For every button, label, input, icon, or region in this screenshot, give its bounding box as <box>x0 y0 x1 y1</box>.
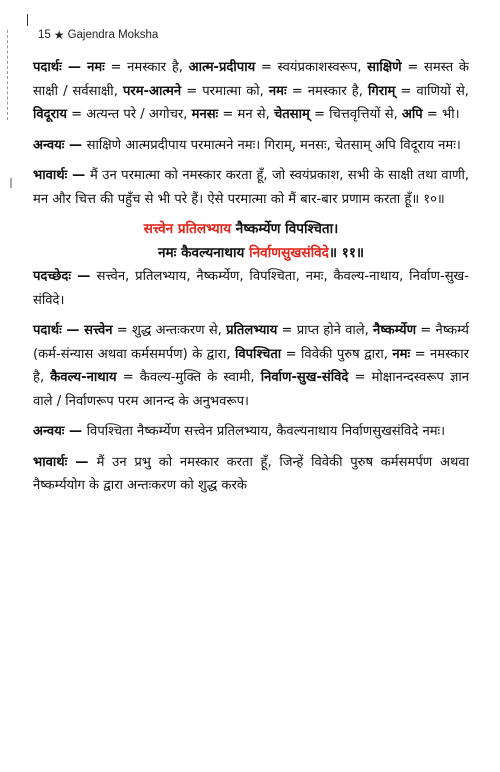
bold-term: अन्वयः — <box>33 137 87 153</box>
red-verse-text: सत्त्वेन प्रतिलभ्याय <box>143 221 232 237</box>
text-run: मैं उन परमात्मा को नमस्कार करता हूँ, जो स्वयंप्रकाश, सभी के साक्षी तथा वाणी, मन और चित्त की पहुँच से भी परे हैं। ऐसे परमात्मा को मैं बार-बार प्रणाम करता हूँ॥ १०॥ <box>33 168 469 207</box>
bold-term: नमः <box>268 83 287 99</box>
bold-term: नमः <box>392 346 411 362</box>
margin-mark-small <box>10 178 12 188</box>
text-run: = प्राप्त होने वाले, <box>277 323 374 338</box>
bold-term: मनसः <box>191 107 219 122</box>
text-run: नैष्कर्म्येण विपश्चिता। <box>231 221 339 237</box>
text-run: = नमस्कार है, <box>286 83 368 99</box>
text-run: नमः कैवल्यनाथाय <box>157 244 250 261</box>
text-run: = अत्यन्त परे / अगोचर, <box>66 107 192 122</box>
bold-term: आत्म-प्रदीपाय <box>188 60 256 75</box>
meaning-paragraph <box>33 164 469 211</box>
bold-term: पदच्छेदः — <box>33 269 97 284</box>
bold-term: पदार्थः <box>33 60 62 75</box>
page-number: 15 <box>38 29 51 41</box>
prose-order-paragraph-2 <box>33 420 469 444</box>
text-run: = विवेकी पुरुष द्वारा, <box>281 346 393 362</box>
verse-line-1 <box>33 218 469 242</box>
bold-term: भावार्थः — <box>33 454 97 470</box>
bold-term: गिराम् <box>367 83 396 99</box>
bold-term: नैष्कर्म्येण <box>373 323 417 338</box>
book-title: Gajendra Moksha <box>67 29 159 41</box>
bold-term: अपि <box>401 107 423 122</box>
text-run: = मन से, <box>218 107 274 122</box>
text-run: = नमस्कार है, <box>104 60 189 75</box>
text-run: = नैष्कर्म्य (कर्म-संन्यास अथवा कर्मसमर्पण) के द्वारा, <box>33 323 469 362</box>
bold-term: अन्वयः — <box>33 424 87 439</box>
verse-line-2 <box>33 242 469 266</box>
word-meaning-paragraph-2 <box>33 319 469 413</box>
verse-block <box>33 218 469 265</box>
bold-term: कैवल्य-नाथाय <box>50 370 117 385</box>
text-run: = समस्त के साक्षी / सर्वसाक्षी, <box>33 60 469 99</box>
text-run: = भी। <box>422 107 460 122</box>
text-run: = वाणियों से, <box>395 83 469 99</box>
text-run: = स्वयंप्रकाशस्वरूप, <box>255 60 368 75</box>
word-meaning-paragraph <box>33 56 469 127</box>
red-verse-text: निर्वाणसुखसंविदे <box>249 244 329 261</box>
text-run: = परमात्मा को, <box>181 83 269 99</box>
text-run: = नमस्कार है, <box>33 346 469 385</box>
bold-term: साक्षिणे <box>367 60 402 75</box>
text-run: विपश्चिता नैष्कर्म्येण सत्त्वेन प्रतिलभ्याय, कैवल्यनाथाय निर्वाणसुखसंविदे नमः। <box>86 424 446 439</box>
bold-term: पदार्थः — <box>33 323 85 338</box>
bold-term: सत्त्वेन <box>84 323 113 338</box>
text-run: साक्षिणे आत्मप्रदीपाय परमात्मने नमः। गिराम्, मनसः, चेतसाम् अपि विदूराय नमः। <box>86 137 461 153</box>
text-run: ॥ ११॥ <box>328 244 365 261</box>
margin-mark <box>7 30 10 120</box>
star-icon: ★ <box>53 28 65 42</box>
text-run: सत्त्वेन, प्रतिलभ्याय, नैष्कर्म्येण, विपश्चिता, नमः, कैवल्य-नाथाय, निर्वाण-सुख-संविदे। <box>33 269 469 308</box>
meaning-paragraph-2 <box>33 451 469 498</box>
text-run: = कैवल्य-मुक्ति के स्वामी, <box>116 370 261 385</box>
running-header <box>38 28 158 42</box>
text-run: = चित्तवृत्तियों से, <box>309 107 402 122</box>
bold-term: निर्वाण-सुख-संविदे <box>260 370 349 385</box>
page-content <box>33 56 469 498</box>
text-run: मैं उन प्रभु को नमस्कार करता हूँ, जिन्हें विवेकी पुरुष कर्मसमर्पण अथवा नैष्कर्म्ययोग के द्वारा अन्तःकरण को शुद्ध करके <box>33 454 469 493</box>
bold-term: नमः <box>87 60 105 75</box>
bold-term: भावार्थः — <box>33 168 91 183</box>
bold-term: चेतसाम् <box>273 107 310 122</box>
bold-term: परम-आत्मने <box>122 83 182 99</box>
bold-term: — <box>61 60 88 75</box>
bold-term: विपश्चिता <box>234 346 282 362</box>
bold-term: विदूराय <box>33 107 67 122</box>
text-run: = शुद्ध अन्तःकरण से, <box>112 323 227 338</box>
text-run: = मोक्षानन्दस्वरूप ज्ञान वाले / निर्वाणरूप परम आनन्द के अनुभवरूप। <box>33 370 470 409</box>
word-split-paragraph <box>33 265 469 312</box>
page-edge-mark <box>27 14 28 26</box>
bold-term: प्रतिलभ्याय <box>226 323 278 338</box>
prose-order-paragraph <box>33 134 469 158</box>
